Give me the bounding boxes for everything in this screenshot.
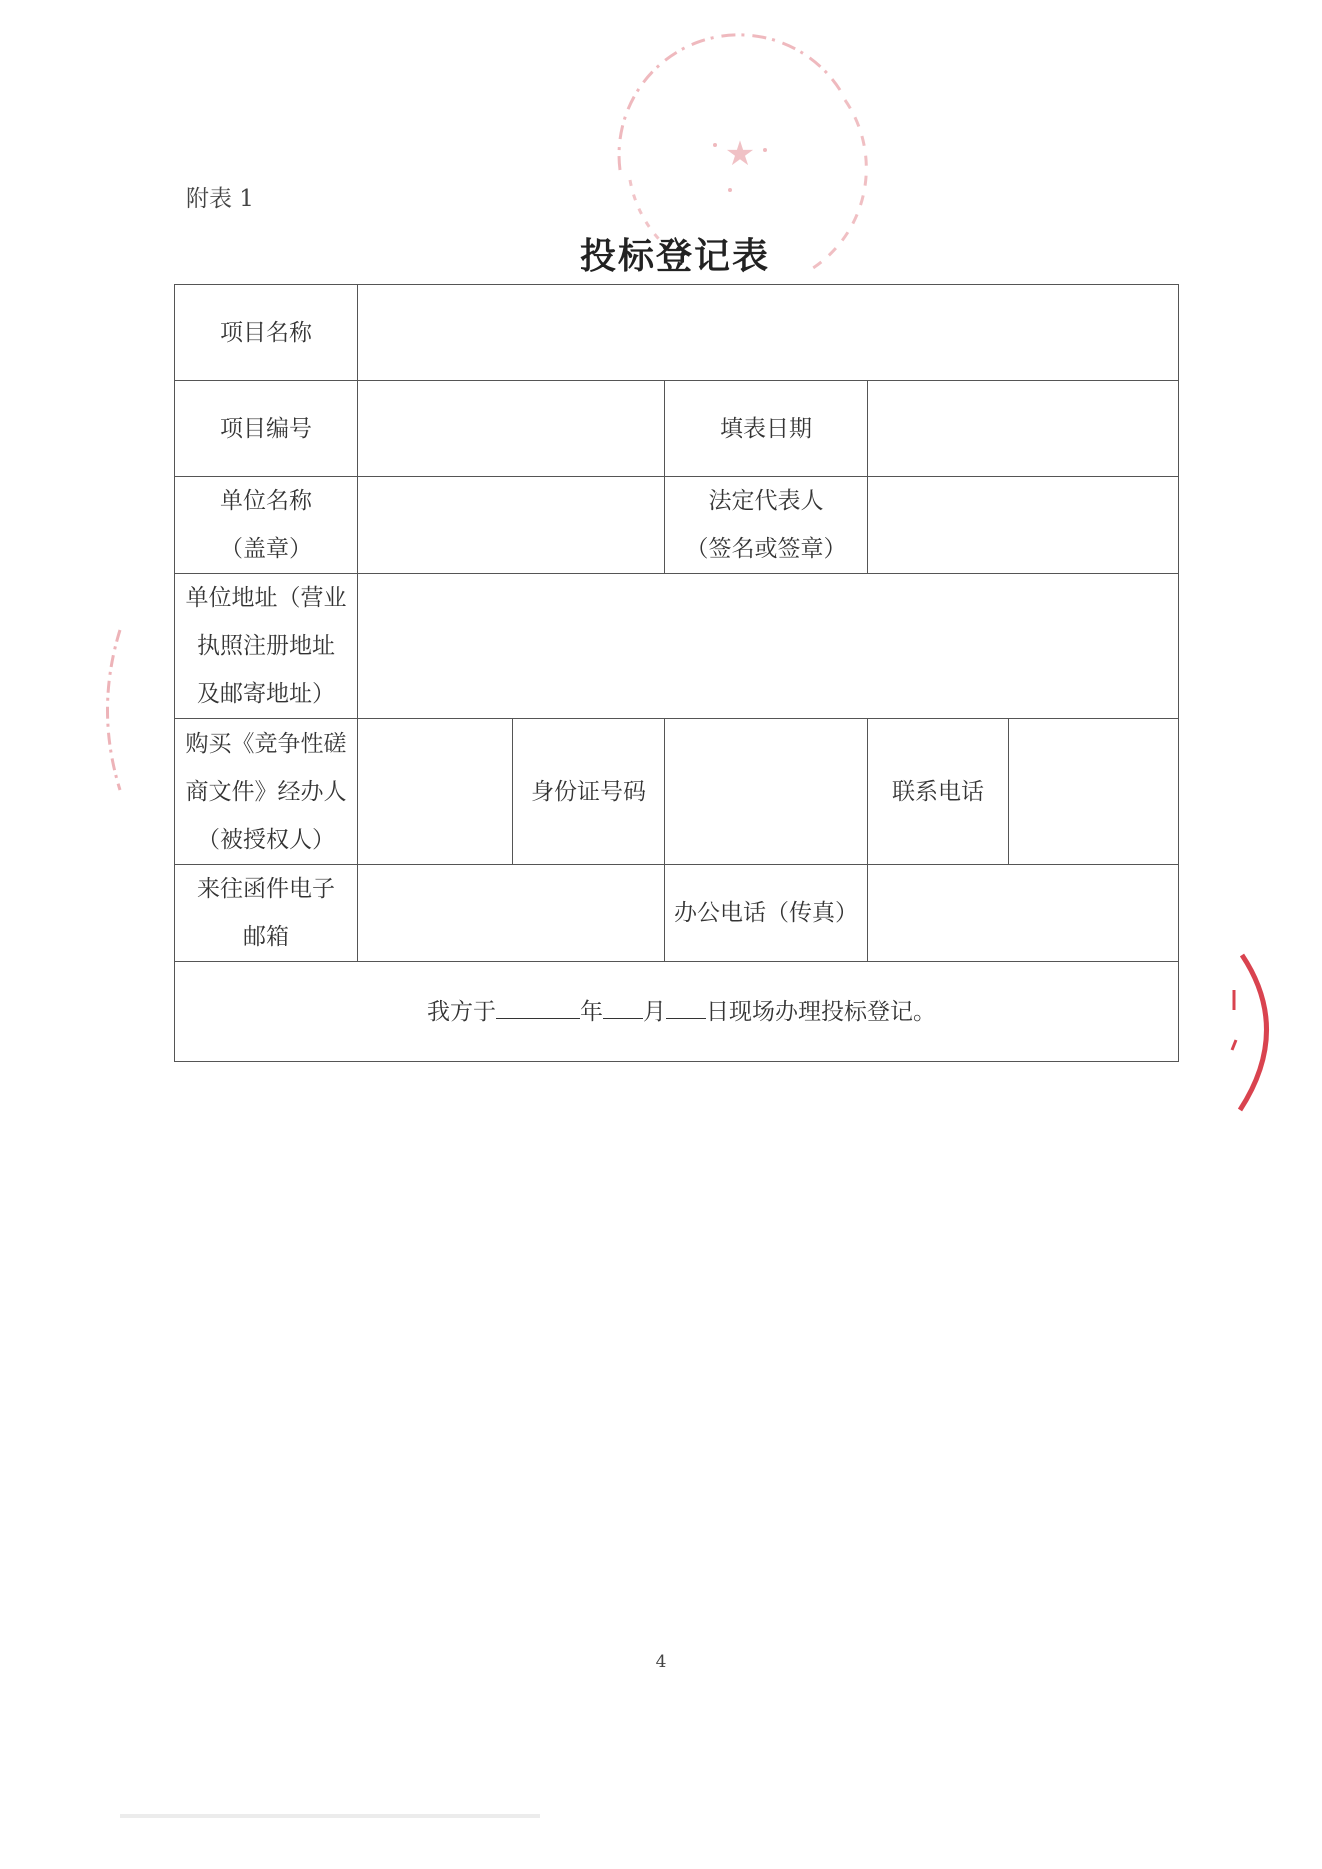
- email-label: 来往函件电子 邮箱: [175, 865, 358, 962]
- registration-statement: 我方于 年 月 日现场办理投标登记。: [175, 962, 1179, 1062]
- row-statement: [175, 962, 1179, 1062]
- unit-name-label: 单位名称 （盖章）: [175, 477, 358, 574]
- office-phone-label: 办公电话（传真）: [665, 865, 868, 962]
- agent-field[interactable]: [358, 719, 513, 865]
- id-number-field[interactable]: [665, 719, 868, 865]
- bid-registration-table: [174, 284, 1179, 1062]
- page-number: 4: [655, 1652, 667, 1672]
- row-address: [175, 574, 1179, 719]
- row-project-name: [175, 285, 1179, 381]
- address-label: 单位地址（营业 执照注册地址 及邮寄地址）: [175, 574, 358, 719]
- seam-seal-right: [1222, 950, 1282, 1120]
- contact-phone-field[interactable]: [1009, 719, 1179, 865]
- day-blank[interactable]: [666, 992, 706, 1019]
- legal-representative-field[interactable]: [868, 477, 1179, 574]
- id-number-label: 身份证号码: [513, 719, 665, 865]
- contact-phone-label: 联系电话: [868, 719, 1009, 865]
- svg-text:★: ★: [724, 134, 756, 174]
- email-field[interactable]: [358, 865, 665, 962]
- scan-artifact-line: [120, 1814, 540, 1818]
- project-number-field[interactable]: [358, 381, 665, 477]
- row-agent: [175, 719, 1179, 865]
- attachment-label: 附表 1: [186, 186, 254, 212]
- row-unit-name: [175, 477, 1179, 574]
- row-email: [175, 865, 1179, 962]
- unit-name-field[interactable]: [358, 477, 665, 574]
- agent-label: 购买《竞争性磋 商文件》经办人 （被授权人）: [175, 719, 358, 865]
- address-field[interactable]: [358, 574, 1179, 719]
- office-phone-field[interactable]: [868, 865, 1179, 962]
- project-name-label: 项目名称: [175, 285, 358, 381]
- year-blank[interactable]: [496, 992, 580, 1019]
- row-project-number: [175, 381, 1179, 477]
- fill-date-field[interactable]: [868, 381, 1179, 477]
- seam-seal-left: [90, 620, 140, 800]
- month-blank[interactable]: [603, 992, 643, 1019]
- fill-date-label: 填表日期: [665, 381, 868, 477]
- project-name-field[interactable]: [358, 285, 1179, 381]
- project-number-label: 项目编号: [175, 381, 358, 477]
- form-title: 投标登记表: [579, 235, 770, 277]
- legal-representative-label: 法定代表人 （签名或签章）: [665, 477, 868, 574]
